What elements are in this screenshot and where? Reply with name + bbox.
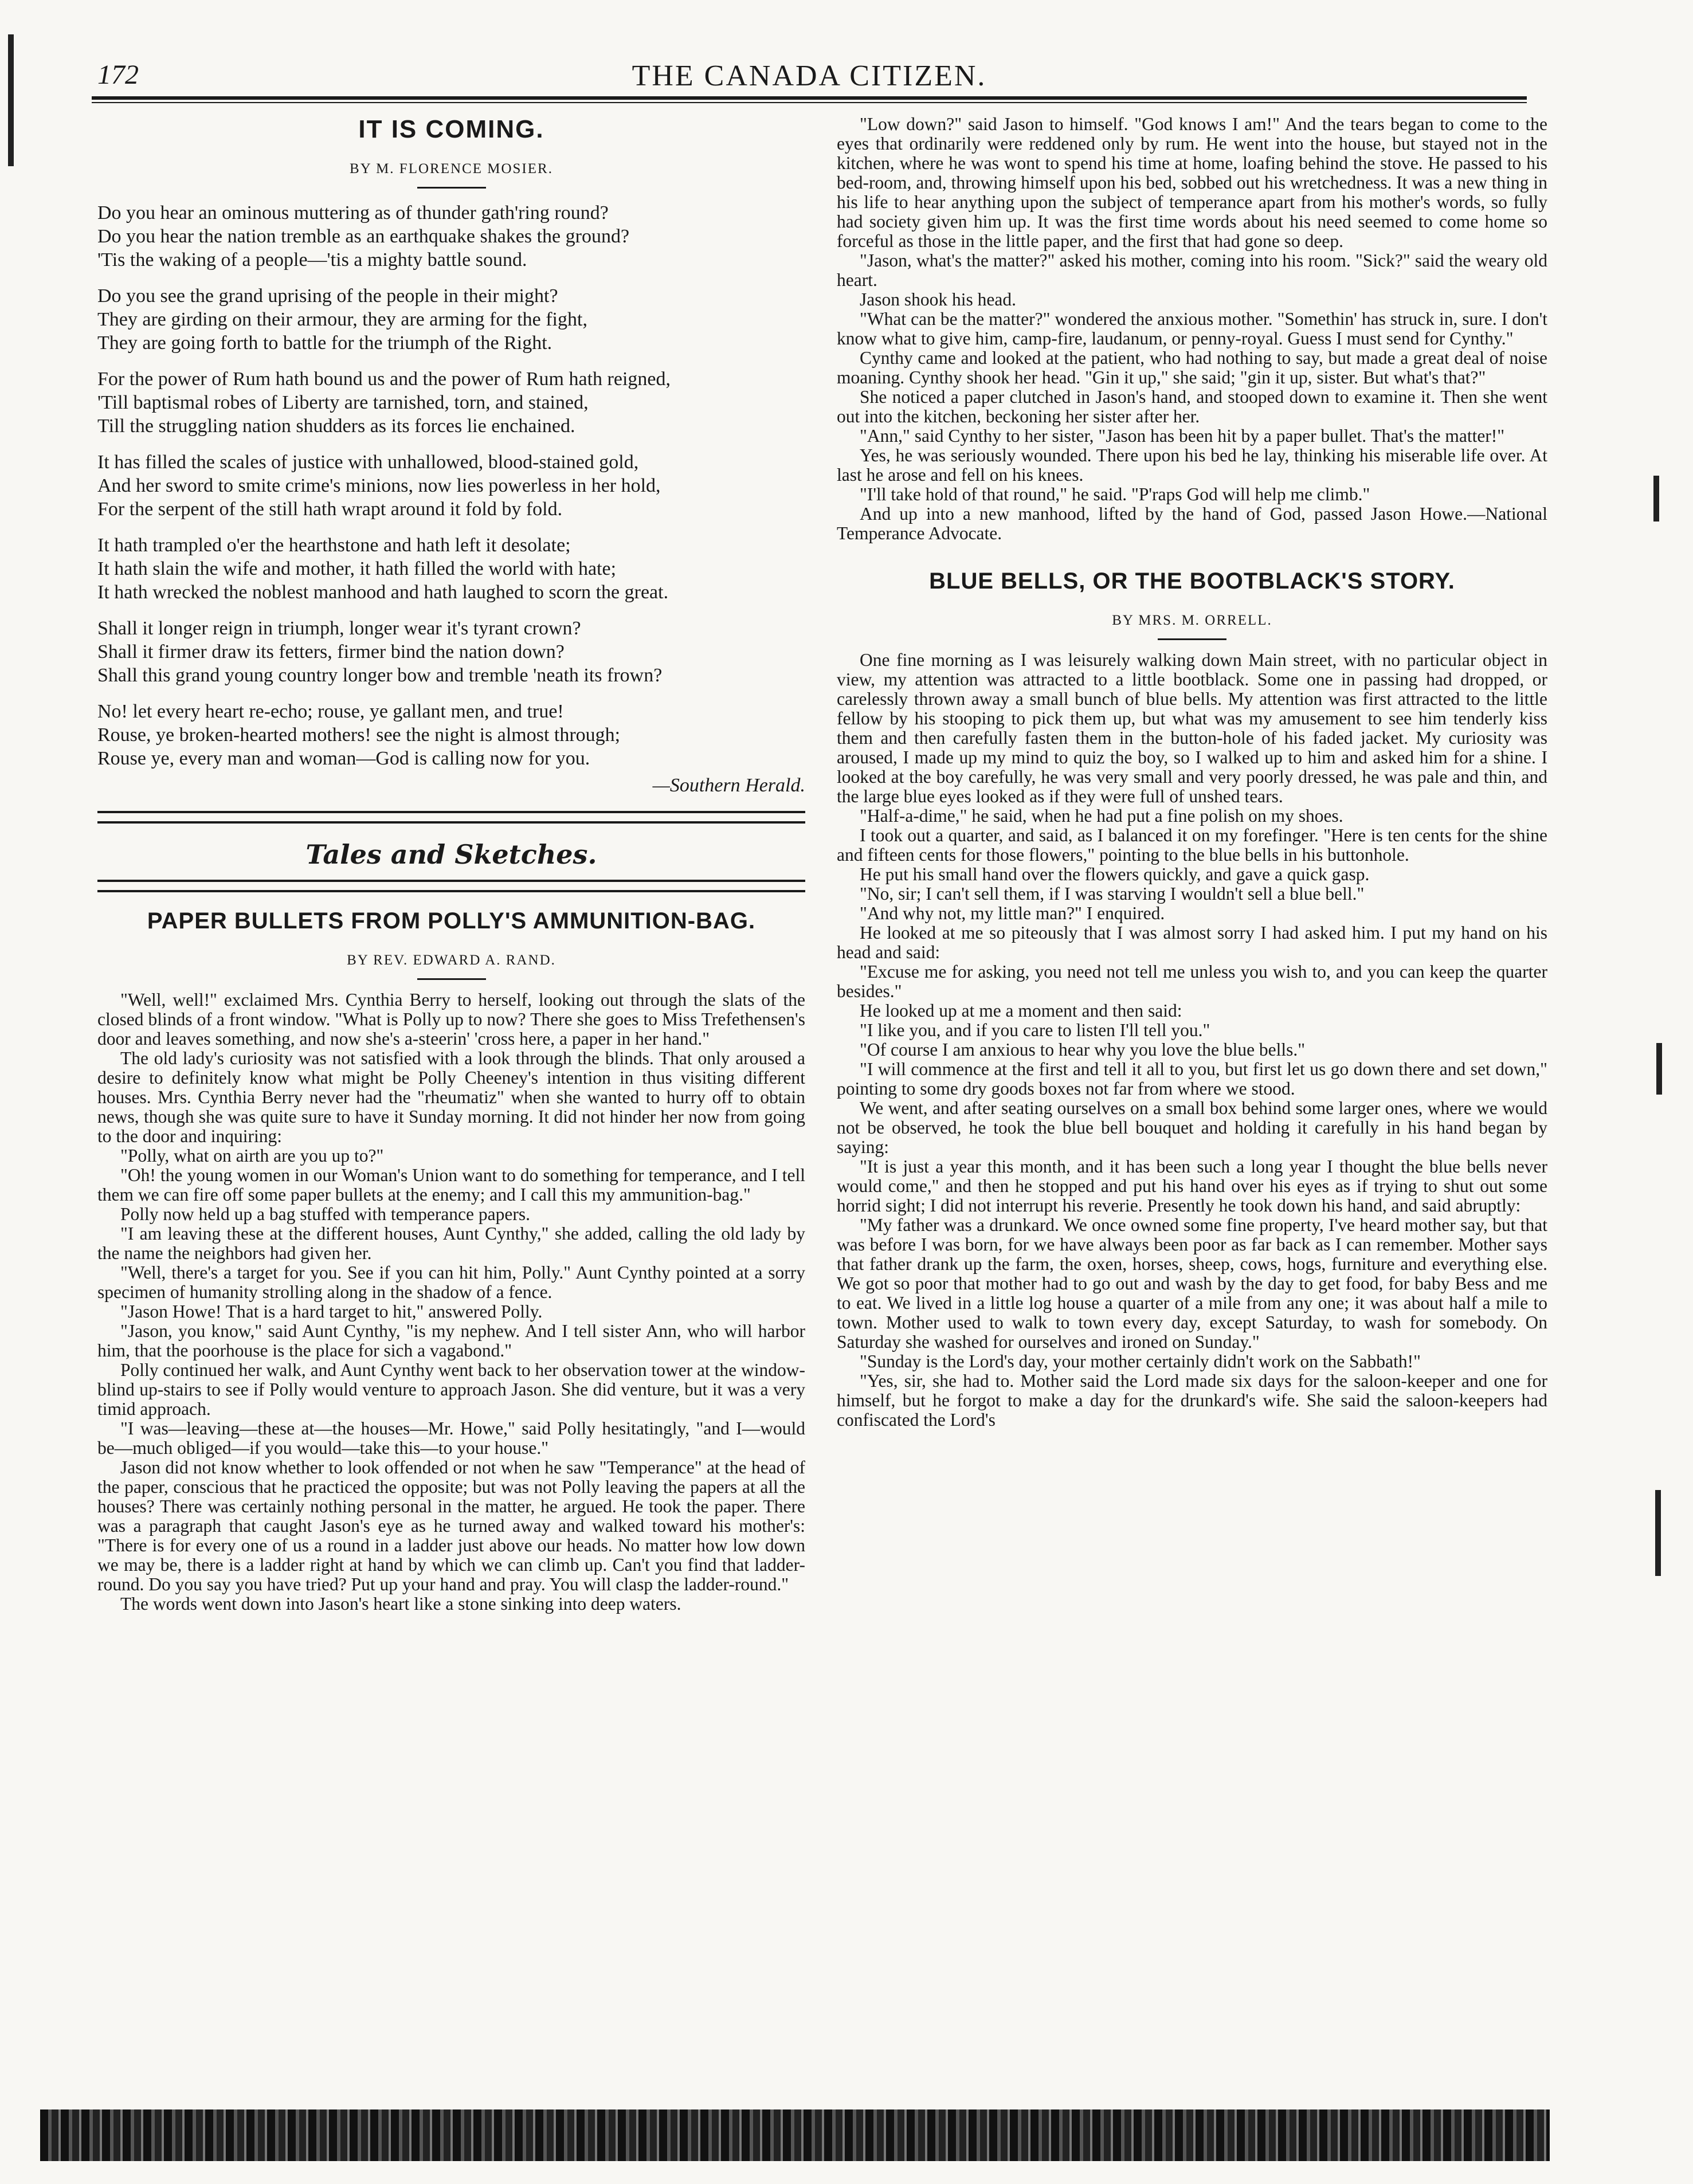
- left-column: [97, 115, 805, 1614]
- poem-line: For the power of Rum hath bound us and the power of Rum hath reigned,: [97, 368, 671, 390]
- poem-line: Do you see the grand uprising of the people in their might?: [97, 285, 558, 307]
- poem-line: Rouse, ye broken-hearted mothers! see the night is almost through;: [97, 724, 621, 746]
- paragraph: The words went down into Jason's heart like a stone sinking into deep waters.: [120, 1594, 681, 1614]
- story1-divider: [417, 978, 486, 980]
- paragraph: I took out a quarter, and said, as I balanced it on my forefinger. "Here is ten cents for the shine and fifteen cents for those flowers," pointing to the blue bells in his buttonhole.: [837, 825, 1547, 865]
- poem-stanza: [97, 534, 805, 604]
- paragraph: "I was—leaving—these at—the houses—Mr. Howe," said Polly hesitatingly, "and I—would be—much obliged—if you would—take this—to your house.": [97, 1418, 805, 1458]
- paragraph: "My father was a drunkard. We once owned some fine property, I've heard mother say, but that was before I was born, for we have always been poor as far back as I can remember. Mother says that father drank up the farm, the oxen, horses, sheep, cows, hogs, furniture and everything else. We got so poor that mother had to go out and wash by the day to get food, for baby Bess and me to eat. We lived in a little log house a quarter of a mile from any one; it was about half a mile to town. Mother used to walk to town every day, except Saturday, to wash for somebody. On Saturday she washed for ourselves and ironed on Sunday.": [837, 1215, 1547, 1352]
- section-rule-top: [97, 811, 805, 824]
- poem-line: They are going forth to battle for the triumph of the Right.: [97, 332, 552, 354]
- paragraph: He looked at me so piteously that I was almost sorry I had asked him. I put my hand on his head and said:: [837, 923, 1547, 962]
- scan-margin-mark: [8, 34, 14, 166]
- paragraph: The old lady's curiosity was not satisfied with a look through the blinds. That only aroused a desire to definitely know what might be Polly Cheeney's intention in thus visiting different houses. Mrs. Cynthia Berry never had the "rheumatiz" when she wanted to hurry off to obtain news, though she was quite sure to have it Sunday morning. It did not hinder her now from going to the door and inquiring:: [97, 1048, 805, 1146]
- scan-margin-mark: [1656, 1043, 1662, 1095]
- paragraph: "Half-a-dime," he said, when he had put a fine polish on my shoes.: [860, 806, 1343, 826]
- poem-line: 'Tis the waking of a people—'tis a mighty battle sound.: [97, 249, 527, 270]
- paragraph: Yes, he was seriously wounded. There upon his bed he lay, thinking his miserable life over. At last he arose and fell on his knees.: [837, 445, 1547, 485]
- paragraph: "Of course I am anxious to hear why you love the blue bells.": [860, 1040, 1306, 1060]
- poem-stanza: [97, 367, 805, 438]
- poem-title: IT IS COMING.: [358, 115, 544, 143]
- poem-line: Till the struggling nation shudders as its forces lie enchained.: [97, 415, 575, 437]
- paragraph: "Polly, what on airth are you up to?": [120, 1146, 384, 1166]
- journal-title: THE CANADA CITIZEN.: [632, 60, 987, 92]
- poem-line: And her sword to smite crime's minions, now lies powerless in her hold,: [97, 475, 661, 496]
- paragraph: "And why not, my little man?" I enquired.: [860, 903, 1165, 923]
- paragraph: "I like you, and if you care to listen I'll tell you.": [860, 1020, 1210, 1040]
- poem-line: Shall this grand young country longer bow and tremble 'neath its frown?: [97, 665, 663, 686]
- poem-source: —Southern Herald.: [652, 775, 805, 796]
- paragraph: "Jason, you know," said Aunt Cynthy, "is my nephew. And I tell sister Ann, who will harbor him, that the poorhouse is the place for sich a vagabond.": [97, 1321, 805, 1360]
- paragraph: She noticed a paper clutched in Jason's hand, and stooped down to examine it. Then she went out into the kitchen, beckoning her sister after her.: [837, 387, 1547, 426]
- paragraph: "Jason Howe! That is a hard target to hit," answered Polly.: [120, 1301, 543, 1322]
- paragraph: "Sunday is the Lord's day, your mother certainly didn't work on the Sabbath!": [860, 1351, 1421, 1371]
- poem-line: Do you hear an ominous muttering as of thunder gath'ring round?: [97, 202, 609, 224]
- poem-body: [97, 201, 805, 797]
- paragraph: Jason did not know whether to look offended or not when he saw "Temperance" at the head of the paper, conscious that he practiced the opposite; but was not Polly leaving the papers at all the houses? There was certainly nothing personal in the matter, he argued. He took the paper. There was a paragraph that caught Jason's eye as he turned away and walked toward his mother's: "There is for every one of us a round in a ladder just above our heads. No matter how low down we may be, there is a ladder right at hand by which we can climb up. Can't you find that ladder-round. Do you say you have tried? Put up your hand and pray. You will clasp the ladder-round.": [97, 1457, 805, 1594]
- poem-stanza: [97, 450, 805, 521]
- poem-line: It hath trampled o'er the hearthstone and hath left it desolate;: [97, 535, 571, 556]
- poem-line: For the serpent of the still hath wrapt around it fold by fold.: [97, 499, 563, 520]
- scan-edge-band: [40, 2109, 1550, 2161]
- story2-body: [837, 650, 1547, 1430]
- section-heading: Tales and Sketches.: [305, 839, 597, 870]
- poem-line: Shall it longer reign in triumph, longer wear it's tyrant crown?: [97, 618, 581, 639]
- story1-byline: BY REV. EDWARD A. RAND.: [347, 952, 556, 968]
- paragraph: "What can be the matter?" wondered the anxious mother. "Somethin' has struck in, sure. I don't know what to give him, camp-fire, laudanum, or penny-royal. Guess I must send for Cynthy.": [837, 309, 1547, 348]
- paragraph: Polly continued her walk, and Aunt Cynthy went back to her observation tower at the window-blind up-stairs to see if Polly would venture to approach Jason. She did venture, but it was a very timid approach.: [97, 1360, 806, 1419]
- story1-title: PAPER BULLETS FROM POLLY'S AMMUNITION-BAG.: [147, 908, 756, 934]
- paragraph: "Oh! the young women in our Woman's Union want to do something for temperance, and I tell them we can fire off some paper bullets at the enemy; and I call this my ammunition-bag.": [97, 1165, 805, 1205]
- paragraph: "Well, there's a target for you. See if you can hit him, Polly." Aunt Cynthy pointed at a sorry specimen of humanity strolling along in the shadow of a fence.: [97, 1262, 805, 1302]
- poem-stanza: [97, 700, 805, 770]
- poem-line: Shall it firmer draw its fetters, firmer bind the nation down?: [97, 641, 565, 662]
- poem-line: It hath wrecked the noblest manhood and hath laughed to scorn the great.: [97, 582, 669, 603]
- paragraph: "No, sir; I can't sell them, if I was starving I wouldn't sell a blue bell.": [860, 884, 1365, 904]
- paragraph: Polly now held up a bag stuffed with temperance papers.: [120, 1204, 530, 1224]
- paragraph: He looked up at me a moment and then said:: [860, 1001, 1182, 1021]
- paragraph: "Yes, sir, she had to. Mother said the Lord made six days for the saloon-keeper and one for himself, but he forgot to make a day for the drunkard's wife. She said the saloon-keepers had confiscated the Lord's: [837, 1371, 1547, 1430]
- poem-divider: [417, 187, 486, 189]
- paragraph: "Excuse me for asking, you need not tell me unless you wish to, and you can keep the quarter besides.": [837, 962, 1547, 1001]
- paragraph: "Jason, what's the matter?" asked his mother, coming into his room. "Sick?" said the weary old heart.: [837, 250, 1547, 290]
- paragraph: "It is just a year this month, and it has been such a long year I thought the blue bells never would come," and then he stopped and put his hand over his eyes as if trying to shut out some horrid sight; I did not interrupt his reverie. Presently he took down his hand, and said abruptly:: [837, 1156, 1547, 1215]
- poem-line: They are girding on their armour, they are arming for the fight,: [97, 309, 587, 330]
- paragraph: "Well, well!" exclaimed Mrs. Cynthia Berry to herself, looking out through the slats of the closed blinds of a front window. "What is Polly up to now? There she goes to Miss Trefethensen's door and leaves something, and now she's a-steerin' 'cross here, a paper in her hand.": [97, 990, 805, 1049]
- paragraph: "I am leaving these at the different houses, Aunt Cynthy," she added, calling the old lady by the name the neighbors had given her.: [97, 1224, 805, 1263]
- paragraph: And up into a new manhood, lifted by the hand of God, passed Jason Howe.—National Temperance Advocate.: [837, 504, 1547, 543]
- right-column: [837, 115, 1547, 1430]
- scan-margin-mark: [1655, 1490, 1661, 1576]
- header-rule-thin: [92, 102, 1527, 103]
- section-rule-bottom: [97, 880, 805, 892]
- poem-stanza: [97, 201, 805, 272]
- paragraph: Jason shook his head.: [860, 289, 1016, 309]
- poem-line: It has filled the scales of justice with unhallowed, blood-stained gold,: [97, 452, 639, 473]
- poem-stanza: [97, 617, 805, 687]
- paragraph: "I'll take hold of that round," he said. "P'raps God will help me climb.": [860, 484, 1370, 504]
- poem-byline: BY M. FLORENCE MOSIER.: [350, 161, 553, 177]
- paragraph: He put his small hand over the flowers quickly, and gave a quick gasp.: [860, 864, 1370, 884]
- paragraph: We went, and after seating ourselves on a small box behind some larger ones, where we would not be observed, he took the blue bell bouquet and holding it carefully in his hand began by saying:: [837, 1098, 1547, 1157]
- poem-line: Do you hear the nation tremble as an earthquake shakes the ground?: [97, 226, 630, 247]
- story1-body-left: [97, 990, 805, 1614]
- poem-line: No! let every heart re-echo; rouse, ye gallant men, and true!: [97, 701, 564, 722]
- scan-margin-mark: [1653, 476, 1659, 522]
- poem-stanza: [97, 284, 805, 355]
- paragraph: "Low down?" said Jason to himself. "God knows I am!" And the tears began to come to the eyes that ordinarily were reddened only by rum. He went into the house, but stayed not in the kitchen, where he was wont to spend his time at home, loafing behind the stove. He passed to his bed-room, and, throwing himself upon his bed, sobbed out his wretchedness. It was a new thing in his life to hear anything upon the subject of temperance apart from his mother's words, so fully had society given him up. It was the first time words about his need seemed to come home so forceful as those in the little paper, and the first that had gone so deep.: [837, 114, 1547, 251]
- story2-title: BLUE BELLS, OR THE BOOTBLACK'S STORY.: [929, 568, 1455, 594]
- page-header: [97, 54, 1521, 95]
- header-rule-thick: [92, 96, 1527, 100]
- story2-byline: BY MRS. M. ORRELL.: [1112, 613, 1272, 628]
- paragraph: Cynthy came and looked at the patient, who had nothing to say, but made a great deal of noise moaning. Cynthy shook her head. "Gin it up," she said; "gin it up, sister. But what's that?": [837, 348, 1547, 387]
- paragraph: "I will commence at the first and tell it all to you, but first let us go down there and set down," pointing to some dry goods boxes not far from where we stood.: [837, 1059, 1547, 1099]
- poem-line: It hath slain the wife and mother, it hath filled the world with hate;: [97, 558, 617, 579]
- paragraph: "Ann," said Cynthy to her sister, "Jason has been hit by a paper bullet. That's the matter!": [860, 426, 1505, 446]
- story1-body-right: [837, 115, 1547, 543]
- page-number: 172: [97, 60, 139, 90]
- paragraph: One fine morning as I was leisurely walking down Main street, with no particular object in view, my attention was attracted to a little bootblack. Some one in passing had dropped, or carelessly thrown away a small bunch of blue bells. My attention was first attracted to the little fellow by his stooping to pick them up, but what was my amusement to see him tenderly kiss them and then carefully fasten them in the button-hole of his faded jacket. My curiosity was aroused, I made up my mind to quiz the boy, so I walked up to him and asked him for a shine. I looked at the boy carefully, he was very small and very poorly dressed, he was pale and thin, and the large blue eyes looked as if they were full of unshed tears.: [837, 650, 1547, 806]
- poem-line: Rouse ye, every man and woman—God is calling now for you.: [97, 748, 590, 769]
- poem-line: 'Till baptismal robes of Liberty are tarnished, torn, and stained,: [97, 392, 589, 413]
- story2-divider: [1158, 638, 1226, 640]
